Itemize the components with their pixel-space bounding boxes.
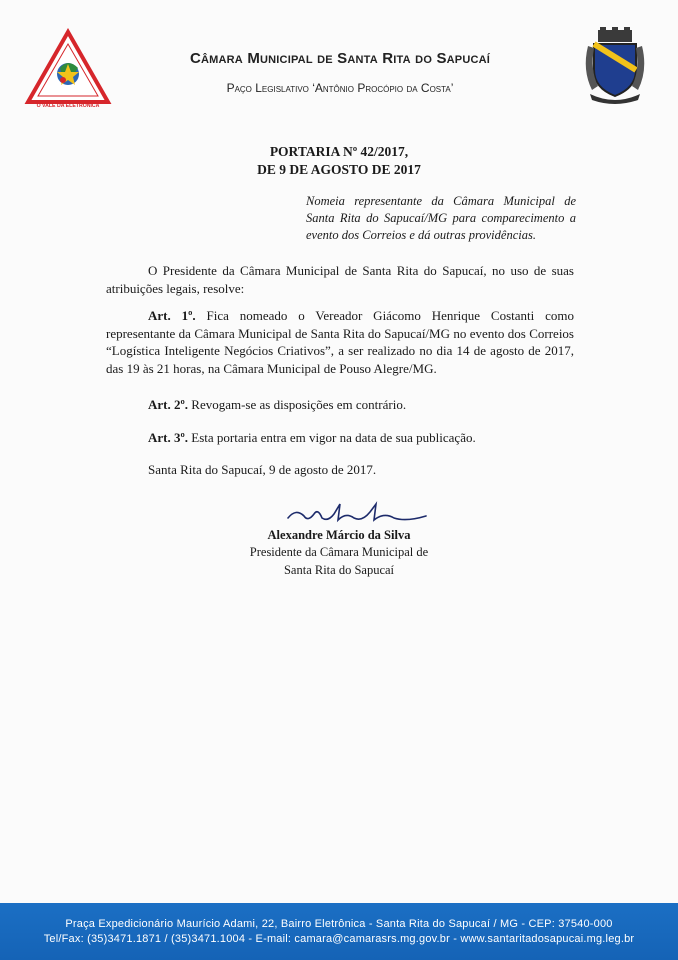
- signatory-name: Alexandre Márcio da Silva: [267, 528, 411, 542]
- footer-bar: [0, 903, 678, 960]
- camara-triangle-logo-icon: [24, 28, 112, 108]
- footer-address: Praça Expedicionário Maurício Adami, 22, Bairro Eletrônica - Santa Rita do Sapucaí / MG - CEP: 37540-000: [65, 918, 613, 930]
- handwritten-signature: [282, 500, 432, 528]
- article-2-text: Revogam-se as disposições em contrário.: [188, 397, 407, 412]
- institution-title: Câmara Municipal de Santa Rita do Sapucaí: [189, 50, 491, 67]
- portaria-heading: [160, 143, 518, 179]
- article-3-label: Art. 3º.: [148, 430, 189, 445]
- place-date-line: Santa Rita do Sapucaí, 9 de agosto de 2017.: [148, 462, 377, 477]
- portaria-number: PORTARIA Nº 42/2017,: [269, 144, 409, 159]
- svg-text:O VALE DA ELETRÔNICA: O VALE DA ELETRÔNICA: [36, 103, 100, 108]
- signatory-place: Santa Rita do Sapucaí: [283, 563, 395, 577]
- portaria-date: DE 9 DE AGOSTO DE 2017: [257, 162, 421, 177]
- municipal-coat-of-arms-icon: [580, 26, 650, 104]
- ementa-text: Nomeia representante da Câmara Municipal de Santa Rita do Sapucaí/MG para comparecimento a evento dos Correios e dá outras providências.: [306, 194, 576, 242]
- footer-contact: Tel/Fax: (35)3471.1871 / (35)3471.1004 - E-mail: camara@camarasrs.mg.gov.br - www.santaritadosapucai.mg.leg.br: [43, 933, 635, 945]
- article-1-label: Art. 1º.: [148, 308, 196, 323]
- article-1-paragraph: [106, 307, 574, 377]
- article-2-paragraph: [106, 396, 574, 414]
- article-3-text: Esta portaria entra em vigor na data de sua publicação.: [188, 430, 476, 445]
- preamble-paragraph: O Presidente da Câmara Municipal de Santa Rita do Sapucaí, no uso de suas atribuições legais, resolve:: [106, 263, 574, 296]
- signatory-role: Presidente da Câmara Municipal de: [249, 545, 429, 559]
- institution-subtitle: Paço Legislativo ‘Antônio Procópio da Costa’: [226, 81, 454, 95]
- article-2-label: Art. 2º.: [148, 397, 189, 412]
- article-3-paragraph: [106, 429, 574, 447]
- article-1-text: Fica nomeado o Vereador Giácomo Henrique Costanti como representante da Câmara Municipal de Santa Rita do Sapucaí/MG no evento dos Correios “Logística Inteligente Negócios Criativos”, a ser realizado no dia 14 de agosto de 2017, das 19 às 21 horas, na Câmara Municipal de Pouso Alegre/MG.: [106, 308, 575, 376]
